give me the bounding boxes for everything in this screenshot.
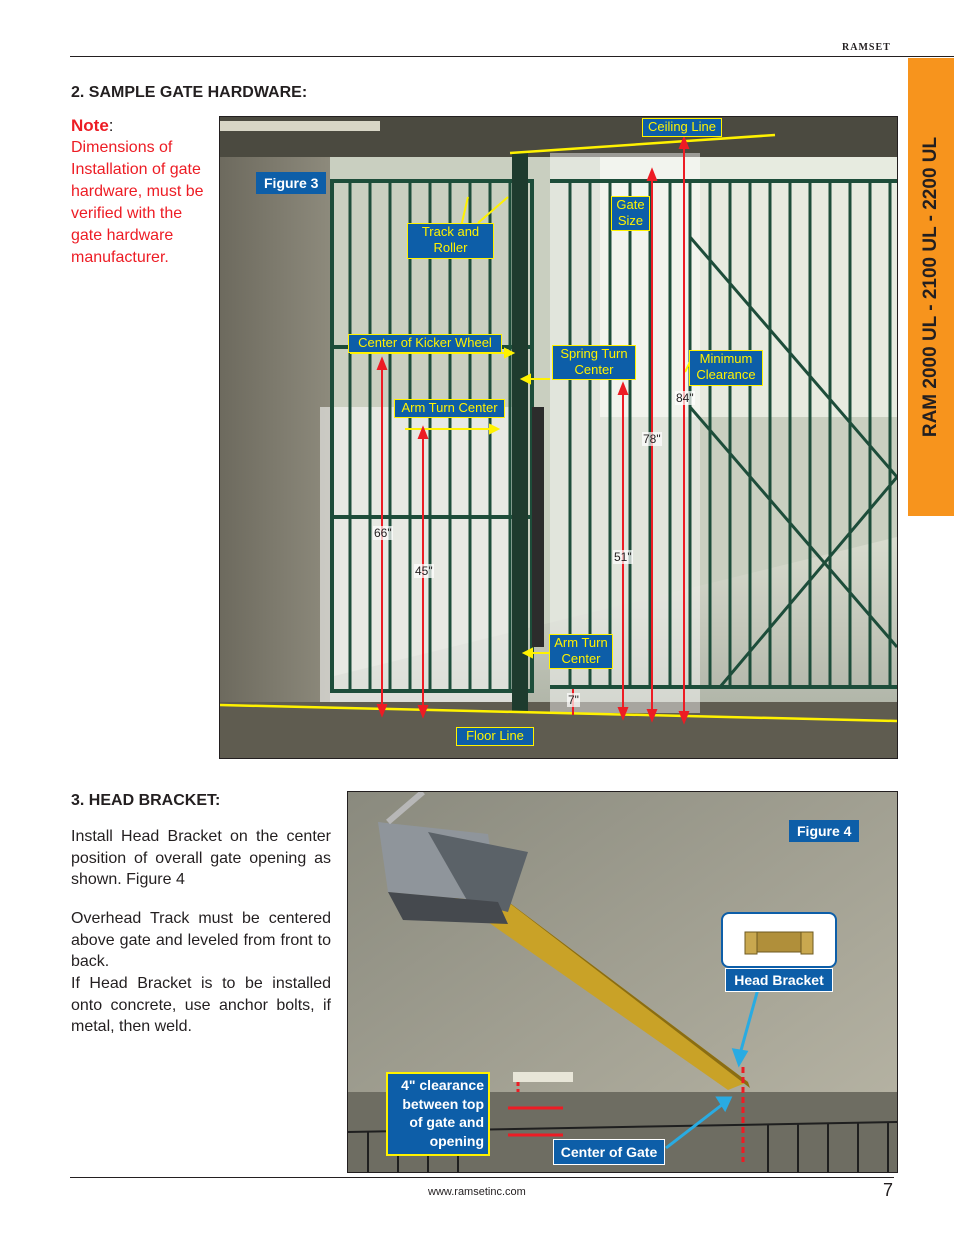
callout-minimum-clearance (689, 350, 763, 386)
note-label-text: Note (71, 116, 109, 135)
dimension-51: 51" (614, 550, 632, 564)
track-roller-line1: Track and (421, 224, 480, 239)
spring-turn-line2: Center (574, 362, 614, 377)
figure3-photo (219, 116, 898, 759)
gate-size-line1: Gate (616, 197, 645, 212)
head-bracket-image (721, 912, 837, 968)
callout-gate-size (611, 196, 650, 231)
dimension-78: 78" (643, 432, 661, 446)
arm-turn-lower-line2: Center (561, 651, 601, 666)
section2-heading: 2. SAMPLE GATE HARDWARE: (71, 84, 308, 101)
footer-url: www.ramsetinc.com (428, 1186, 526, 1198)
arm-turn-lower-line1: Arm Turn (554, 635, 608, 650)
clearance-line2: between top (402, 1095, 484, 1112)
callout-arm-turn-center-upper: Arm Turn Center (394, 399, 505, 418)
clearance-callout (386, 1072, 490, 1156)
dimension-84: 84" (676, 391, 694, 405)
figure3-label: Figure 3 (256, 172, 326, 194)
callout-arm-turn-center-lower (549, 634, 613, 669)
section3-para1: Install Head Bracket on the center position of overall gate opening as shown. Figure 4 (71, 828, 331, 888)
dimension-45: 45" (415, 564, 433, 578)
figure4-label: Figure 4 (789, 820, 859, 842)
track-roller-line2: Roller (433, 240, 468, 255)
note-label (71, 116, 114, 136)
dimension-66: 66" (374, 526, 392, 540)
gate-post (512, 153, 528, 713)
clearance-line4: opening (429, 1132, 484, 1149)
callout-floor-line: Floor Line (456, 727, 534, 746)
overlay-right (550, 153, 700, 713)
clearance-line1: 4" clearance (401, 1077, 484, 1093)
head-bracket-icon (723, 914, 835, 966)
footer-rule (70, 1177, 894, 1178)
gate-size-line2: Size (617, 213, 644, 228)
header-rule (70, 56, 954, 57)
callout-spring-turn-center (552, 345, 636, 380)
callout-ceiling-line: Ceiling Line (642, 118, 722, 137)
spring-turn-line1: Spring Turn (560, 346, 628, 361)
min-clearance-line1: Minimum (699, 351, 753, 366)
center-of-gate-callout: Center of Gate (553, 1139, 665, 1165)
callout-track-roller (407, 223, 494, 259)
note-colon: : (108, 116, 114, 135)
brand-name: RAMSET (842, 42, 891, 53)
spring (532, 407, 544, 647)
section3-para3: If Head Bracket is to be installed onto concrete, use anchor bolts, if metal, then weld. (71, 975, 331, 1035)
min-clearance-line2: Clearance (696, 367, 756, 382)
side-tab-title: RAM 2000 UL - 2100 UL - 2200 UL (920, 136, 941, 438)
head-bracket-callout: Head Bracket (725, 968, 833, 992)
callout-kicker-wheel: Center of Kicker Wheel (348, 334, 502, 353)
side-tab (908, 58, 954, 516)
section3-para2: Overhead Track must be centered above gate and leveled from front to back. (71, 910, 331, 970)
clearance-line3: of gate and (409, 1114, 484, 1130)
light-fixture (513, 1072, 573, 1082)
section3-heading: 3. HEAD BRACKET: (71, 792, 221, 809)
ceiling-light (220, 121, 380, 131)
page-number: 7 (883, 1180, 894, 1200)
note-body: Dimensions of Installation of gate hardware, must be verified with the gate hardware manufacturer. (71, 139, 204, 266)
dimension-7: 7" (568, 693, 579, 707)
figure4-photo (347, 791, 898, 1173)
left-wall (220, 157, 330, 717)
